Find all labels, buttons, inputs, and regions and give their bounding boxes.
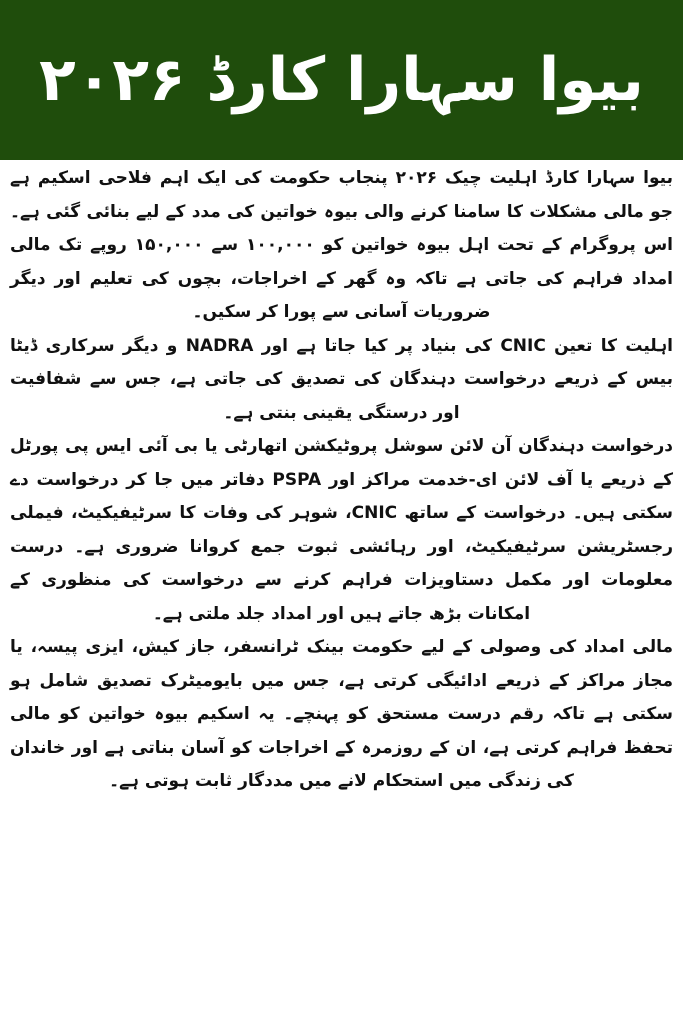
title-banner [0, 0, 683, 160]
page-title: بیوا سہارا کارڈ ۲۰۲۶ [39, 45, 644, 115]
paragraph-intro: بیوا سہارا کارڈ اہلیت چیک ۲۰۲۶ پنجاب حکومت کی ایک اہم فلاحی اسکیم ہے جو مالی مشکلات کا سامنا کرنے والی بیوہ خواتین کی مدد کے لیے بنائی گئی ہے۔ اس پروگرام کے تحت اہل بیوہ خواتین کو ۱۰۰,۰۰۰ سے ۱۵۰,۰۰۰ روپے تک مالی امداد فراہم کی جاتی ہے تاکہ وہ گھر کے اخراجات، بچوں کی تعلیم اور دیگر ضروریات آسانی سے پورا کر سکیں۔ [10, 168, 674, 322]
paragraph-payment: مالی امداد کی وصولی کے لیے حکومت بینک ٹرانسفر، جاز کیش، ایزی پیسہ، یا مجاز مراکز کے ذریعے ادائیگی کرتی ہے، جس میں بایومیٹرک تصدیق شامل ہو سکتی ہے تاکہ رقم درست مستحق کو پہنچے۔ یہ اسکیم بیوہ خواتین کو مالی تحفظ فراہم کرتی ہے، ان کے روزمرہ کے اخراجات کو آسان بناتی ہے اور خاندان کی زندگی میں استحکام لانے میں مددگار ثابت ہوتی ہے۔ [10, 637, 673, 791]
paragraph-application: درخواست دہندگان آن لائن سوشل پروٹیکشن اتھارٹی یا بی آئی ایس پی پورٹل کے ذریعے یا آف لائن ای-خدمت مراکز اور PSPA دفاتر میں جا کر درخواست دے سکتی ہیں۔ درخواست کے ساتھ CNIC، شوہر کی وفات کا سرٹیفیکیٹ، فیملی رجسٹریشن سرٹیفیکیٹ، اور رہائشی ثبوت جمع کروانا ضروری ہے۔ درست معلومات اور مکمل دستاویزات فراہم کرنے سے درخواست کی منظوری کے امکانات بڑھ جاتے ہیں اور امداد جلد ملتی ہے۔ [10, 436, 674, 624]
article-body [10, 162, 673, 799]
paragraph-eligibility: اہلیت کا تعین CNIC کی بنیاد پر کیا جاتا ہے اور NADRA و دیگر سرکاری ڈیٹا بیس کے ذریعے درخواست دہندگان کی تصدیق کی جاتی ہے، جس سے شفافیت اور درستگی یقینی بنتی ہے۔ [10, 335, 673, 423]
